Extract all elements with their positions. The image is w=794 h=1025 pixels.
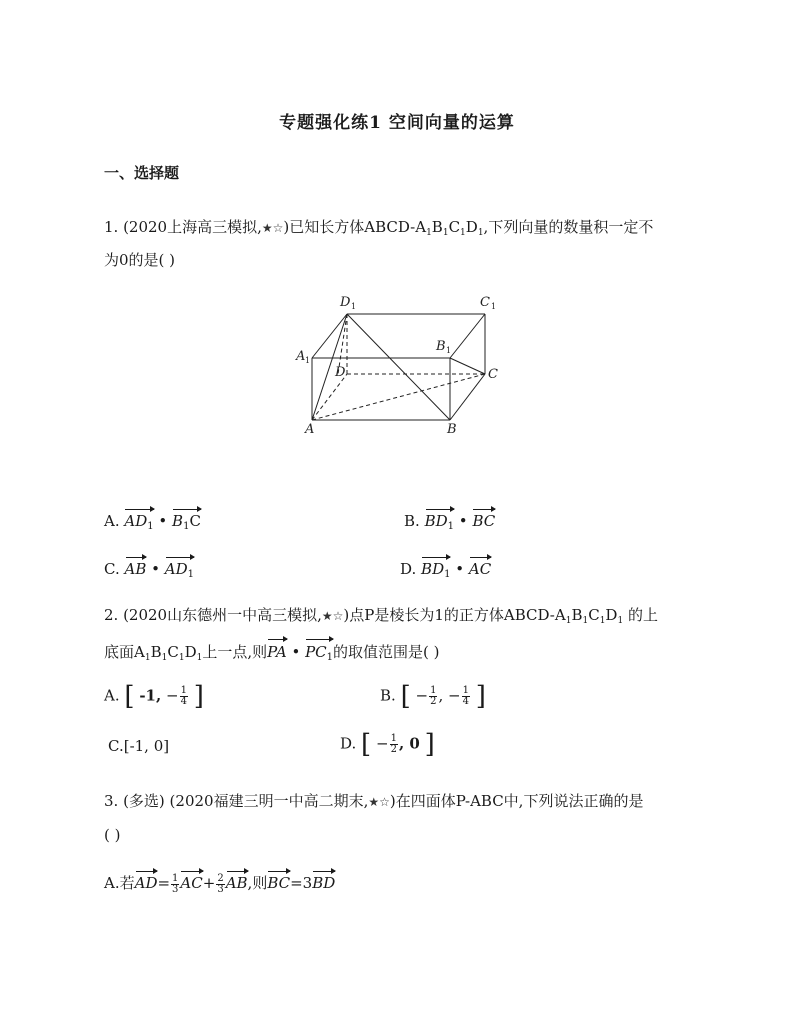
numerator: 1 — [390, 733, 397, 744]
vector-name: BC — [267, 874, 291, 892]
subscript: 1 — [477, 228, 484, 238]
vector — [124, 508, 153, 532]
vector — [226, 870, 248, 892]
option-label: C. — [108, 737, 124, 755]
label-C: C — [488, 367, 498, 382]
fraction — [171, 874, 179, 895]
vector-name: PA — [267, 643, 287, 661]
q2-option-b[interactable]: B. [ − $\frac{1}{2}$ , − $\frac{1}{4}$ ] — [380, 681, 486, 712]
interval-right: , 0 — [398, 734, 420, 753]
interval-left: -1, — [139, 686, 162, 705]
subscript: 1 — [442, 228, 449, 238]
q1-source: 1. (2020上海高三模拟, — [104, 218, 262, 236]
question-3-line-2: ( ) — [104, 826, 121, 844]
difficulty-star-icon: ★☆ — [261, 221, 284, 235]
dot-operator: • — [158, 512, 168, 530]
label-B1: B — [436, 339, 446, 354]
q2-line2-mid: 上一点,则 — [202, 643, 268, 661]
denominator: 4 — [180, 696, 187, 707]
subscript: 1 — [599, 616, 606, 626]
difficulty-star-icon: ★☆ — [368, 795, 390, 809]
cuboid-figure — [290, 290, 510, 440]
q1-option-a[interactable] — [104, 508, 201, 532]
subscript: 1 — [187, 569, 195, 580]
label-B1-sub: 1 — [446, 346, 452, 355]
equals-sign: = — [157, 874, 171, 892]
denominator: 3 — [172, 883, 179, 895]
subscript: 1 — [447, 521, 455, 532]
question-1-line-2: 为0的是( ) — [104, 251, 176, 269]
option-label: A.若 — [104, 874, 135, 892]
q2-option-a[interactable]: A. [ -1, − $\frac{1}{4}$ ] — [104, 681, 204, 712]
fraction — [216, 874, 224, 895]
vector-name: AB — [124, 560, 147, 578]
question-3-line-1 — [104, 791, 643, 812]
subscript: 1 — [460, 228, 466, 238]
q2-stem: )点P是棱长为1的正方体ABCD-A — [343, 606, 566, 624]
numerator: 1 — [430, 685, 437, 696]
q1-option-c[interactable] — [104, 556, 194, 580]
subscript: 1 — [326, 652, 334, 663]
label-D1: D — [340, 295, 351, 310]
vector-name: AD — [124, 512, 148, 530]
q1-option-b[interactable] — [404, 508, 495, 532]
fraction — [462, 686, 470, 707]
vector — [172, 508, 201, 532]
subscript: 1 — [565, 616, 572, 626]
vector — [180, 870, 202, 892]
q1-option-d[interactable] — [400, 556, 491, 580]
denominator: 2 — [430, 696, 437, 707]
vector — [135, 870, 158, 892]
vector-name: PC — [305, 643, 327, 661]
minus-sign: − — [448, 686, 461, 705]
denominator: 2 — [390, 744, 397, 755]
segment-B1C — [450, 358, 485, 374]
option-label: A. — [104, 512, 120, 530]
question-1-line-1: 1. (2020上海高三模拟,★☆)已知长方体ABCD-$A_1B_1C_1D_1$,下列向量的数量积一定不 — [104, 218, 654, 238]
vector-name: AC — [180, 874, 203, 892]
diagonal-BD1 — [347, 314, 450, 420]
q1-stem-tail: ,下列向量的数量积一定不 — [483, 218, 654, 236]
option-label: B. — [404, 512, 420, 530]
subscript: 1 — [426, 228, 432, 238]
section-heading: 一、选择题 — [104, 164, 180, 182]
vector — [125, 556, 147, 578]
vector-name: BD — [424, 512, 448, 530]
vector — [267, 638, 287, 662]
question-2-line-2: 底面$A_1B_1C_1D_1$上一点,则PA • $PC_1$的取值范围是( ) — [104, 638, 440, 668]
label-C1-sub: 1 — [491, 302, 497, 311]
subscript: 1 — [144, 653, 151, 663]
question-2-line-1: 2. (2020山东德州一中高三模拟,★☆)点P是棱长为1的正方体ABCD-$A_1B_1C_1D_1$ 的上 — [104, 606, 658, 626]
subscript: 1 — [161, 653, 168, 663]
numerator: 1 — [172, 872, 179, 884]
vector — [165, 556, 194, 580]
q2-option-c[interactable] — [108, 737, 169, 755]
subscript: 1 — [183, 521, 190, 532]
hidden-edge-AD — [312, 374, 347, 420]
denominator: 4 — [462, 696, 469, 707]
option-label: D. — [340, 734, 357, 753]
plus-sign: + — [202, 874, 216, 892]
vector-name: BD — [312, 874, 336, 892]
subscript: 1 — [582, 616, 589, 626]
option-label: C. — [104, 560, 120, 578]
numerator: 1 — [462, 685, 469, 696]
numerator: 1 — [180, 685, 187, 696]
q3-option-a[interactable] — [104, 870, 335, 895]
minus-sign: − — [375, 734, 389, 753]
vector-name: BD — [421, 560, 445, 578]
vector-name: B — [172, 512, 184, 530]
label-B: B — [447, 422, 457, 437]
vector — [312, 870, 335, 892]
subscript: 1 — [178, 653, 185, 663]
q2-stem-tail: 的上 — [627, 606, 658, 624]
subscript: 1 — [444, 569, 451, 580]
minus-sign: − — [166, 686, 179, 705]
vector — [472, 508, 495, 530]
q2-line2-prefix: 底面A — [104, 643, 145, 661]
label-A1: A — [296, 349, 306, 364]
vector — [425, 508, 454, 532]
edge-B1C1 — [450, 314, 485, 358]
dot-operator: • — [291, 643, 301, 661]
label-A1-sub: 1 — [305, 356, 311, 365]
label-D: D — [335, 365, 346, 380]
dot-operator: • — [151, 560, 160, 578]
label-D1-sub: 1 — [351, 302, 357, 311]
subscript: 1 — [147, 521, 154, 532]
vector-name: AB — [225, 874, 248, 892]
denominator: 3 — [217, 883, 224, 895]
q2-line2-tail: 的取值范围是( ) — [333, 643, 440, 661]
vector — [421, 556, 450, 580]
label-A: A — [305, 422, 315, 437]
equals-three: =3 — [290, 874, 313, 892]
vector — [267, 870, 290, 892]
option-text: [-1, 0] — [123, 737, 170, 755]
option-label: B. — [380, 686, 396, 705]
q1-stem: )已知长方体ABCD-A — [283, 218, 427, 236]
edge-BC — [450, 374, 485, 420]
page-title: 专题强化练1 空间向量的运算 — [279, 113, 515, 133]
subscript: 1 — [617, 616, 624, 626]
hidden-diagonal-AC — [312, 374, 485, 420]
vector — [305, 638, 333, 668]
q3-stem: )在四面体P-ABC中,下列说法正确的是 — [389, 792, 644, 810]
label-C1: C — [480, 295, 490, 310]
numerator: 2 — [217, 872, 224, 884]
dot-operator: • — [458, 512, 468, 530]
vector-name: AC — [468, 560, 492, 578]
subscript: 1 — [196, 653, 203, 663]
vector-name: AD — [164, 560, 188, 578]
difficulty-star-icon: ★☆ — [321, 609, 344, 623]
vector-name: AD — [134, 874, 158, 892]
fraction — [180, 686, 188, 707]
option-label: A. — [104, 686, 120, 705]
vector — [469, 556, 491, 578]
q2-option-d[interactable]: D. [ − $\frac{1}{2}$ , 0 ] — [340, 729, 435, 760]
conjunction: ,则 — [247, 874, 268, 892]
fraction — [429, 686, 437, 707]
option-label: D. — [400, 560, 417, 578]
minus-sign: − — [415, 686, 429, 705]
vector-name-tail: C — [189, 512, 201, 530]
dot-operator: • — [455, 560, 465, 578]
q3-source: 3. (多选) (2020福建三明一中高二期末, — [104, 792, 369, 810]
vector-name: BC — [472, 512, 496, 530]
fraction — [390, 734, 398, 755]
q2-source: 2. (2020山东德州一中高三模拟, — [104, 606, 322, 624]
